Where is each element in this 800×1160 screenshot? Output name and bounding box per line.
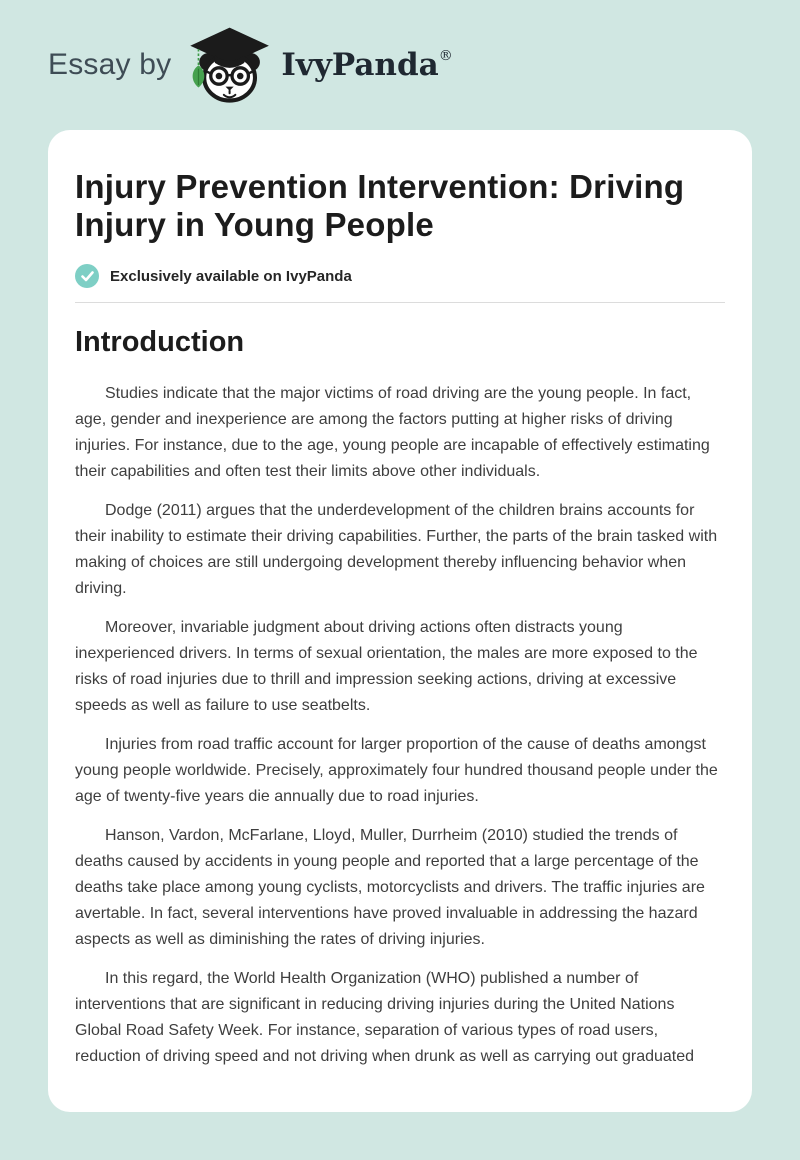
panda-graduate-logo-icon <box>187 26 273 108</box>
essay-paragraph: Injuries from road traffic account for larger proportion of the cause of deaths amongst young people worldwide. Precisely, approximately four hundred thousand people under the age of twenty-five years die annually due to road injuries. <box>75 736 718 805</box>
essay-title: Injury Prevention Intervention: Driving Injury in Young People <box>75 168 685 243</box>
section-heading-introduction: Introduction <box>75 326 245 358</box>
essay-by-label: Essay by <box>48 48 172 81</box>
essay-paragraph: In this regard, the World Health Organization (WHO) published a number of interventions that are significant in reducing driving injuries during the United Nations Global Road Safety Week. For instance, separation of various types of road users, reduction of driving speed and not driving when drunk as well as carrying out graduated <box>75 970 695 1065</box>
availability-label: Exclusively available on IvyPanda <box>110 267 352 285</box>
essay-paragraph: Dodge (2011) argues that the underdevelopment of the children brains accounts for their inability to estimate their driving capabilities. Further, the parts of the brain tasked with making of choices are still undergoing development thereby influencing behavior when driving. <box>75 502 718 597</box>
essay-body <box>75 381 725 1070</box>
availability-row <box>75 264 725 288</box>
brand-wordmark <box>281 47 452 83</box>
brand-name: IvyPanda <box>281 47 439 83</box>
registered-trademark: ® <box>438 48 453 64</box>
check-icon <box>75 264 99 288</box>
divider <box>75 302 725 303</box>
essay-paragraph: Hanson, Vardon, McFarlane, Lloyd, Muller, Durrheim (2010) studied the trends of deaths caused by accidents in young people and reported that a large percentage of the deaths take place among young cyclists, motorcyclists and drivers. The traffic injuries are avertable. In fact, several interventions have proved invaluable in addressing the hazard aspects as well as diminishing the rates of driving injuries. <box>75 827 705 948</box>
essay-card <box>48 130 752 1112</box>
site-header <box>0 0 800 130</box>
essay-paragraph: Moreover, invariable judgment about driving actions often distracts young inexperienced drivers. In terms of sexual orientation, the males are more exposed to the risks of road injuries due to thrill and impression seeking actions, driving at excessive speeds as well as failure to use seatbelts. <box>75 619 698 714</box>
essay-paragraph: Studies indicate that the major victims of road driving are the young people. In fact, age, gender and inexperience are among the factors putting at higher risks of driving injuries. For instance, due to the age, young people are incapable of effectively estimating their capabilities and often test their limits above other individuals. <box>75 385 710 480</box>
